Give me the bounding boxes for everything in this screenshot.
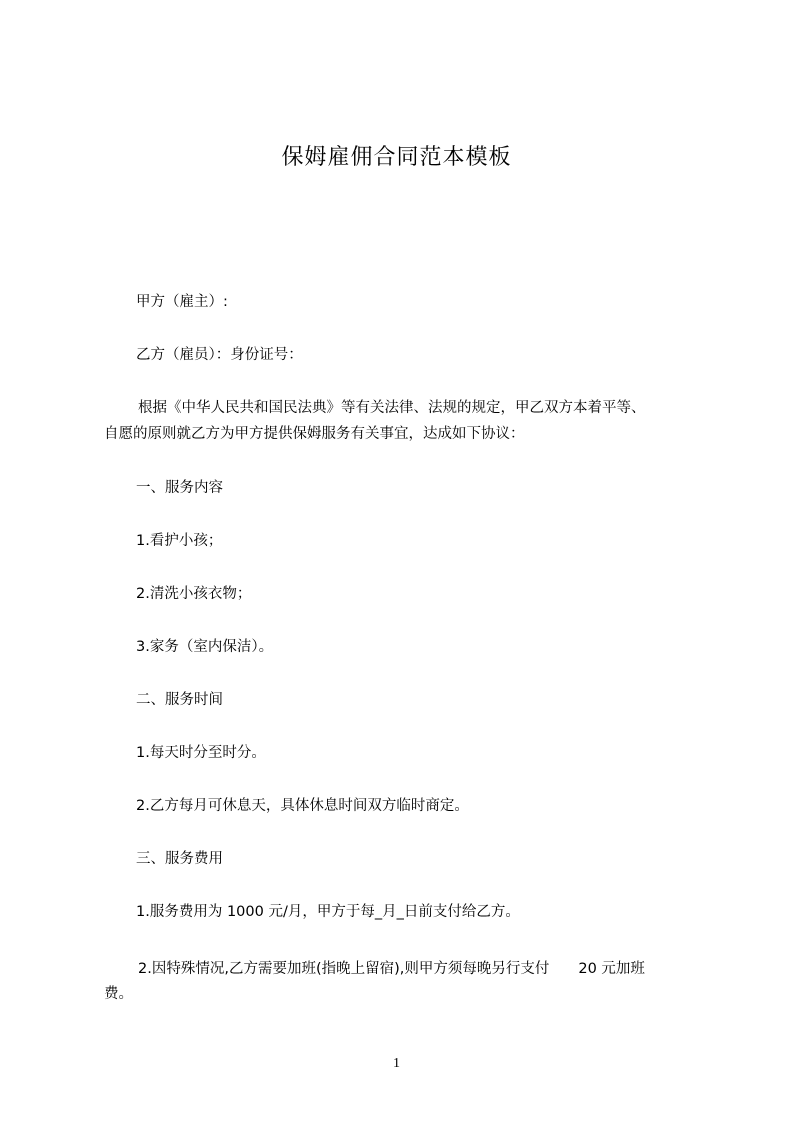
clause-2-1: 1.每天时分至时分。 xyxy=(136,745,266,761)
clause-1-3: 3.家务（室内保洁）。 xyxy=(136,639,274,655)
party-b-line: 乙方（雇员）：身份证号： xyxy=(136,347,303,363)
clause-1-1: 1.看护小孩； xyxy=(136,533,223,549)
section-heading-3: 三、服务费用 xyxy=(136,851,223,867)
clause-3-2-line-2: 费。 xyxy=(104,986,133,1002)
clause-3-1: 1.服务费用为 1000 元/月，甲方于每_月_日前支付给乙方。 xyxy=(136,904,520,920)
clause-3-2-line-1: 2.因特殊情况,乙方需要加班(指晚上留宿),则甲方须每晚另行支付 20 元加班 xyxy=(138,961,645,977)
section-heading-1: 一、服务内容 xyxy=(136,480,223,496)
preamble-line-2: 自愿的原则就乙方为甲方提供保姆服务有关事宜，达成如下协议： xyxy=(104,426,525,442)
clause-2-2: 2.乙方每月可休息天，具体休息时间双方临时商定。 xyxy=(136,798,469,814)
document-title: 保姆雇佣合同范本模板 xyxy=(281,145,512,170)
preamble-line-1: 根据《中华人民共和国民法典》等有关法律、法规的规定，甲乙双方本着平等、 xyxy=(138,400,646,416)
party-a-line: 甲方（雇主）: xyxy=(136,294,228,310)
page-number: 1 xyxy=(393,1056,400,1071)
clause-1-2: 2.清洗小孩衣物； xyxy=(136,586,252,602)
section-heading-2: 二、服务时间 xyxy=(136,692,223,708)
